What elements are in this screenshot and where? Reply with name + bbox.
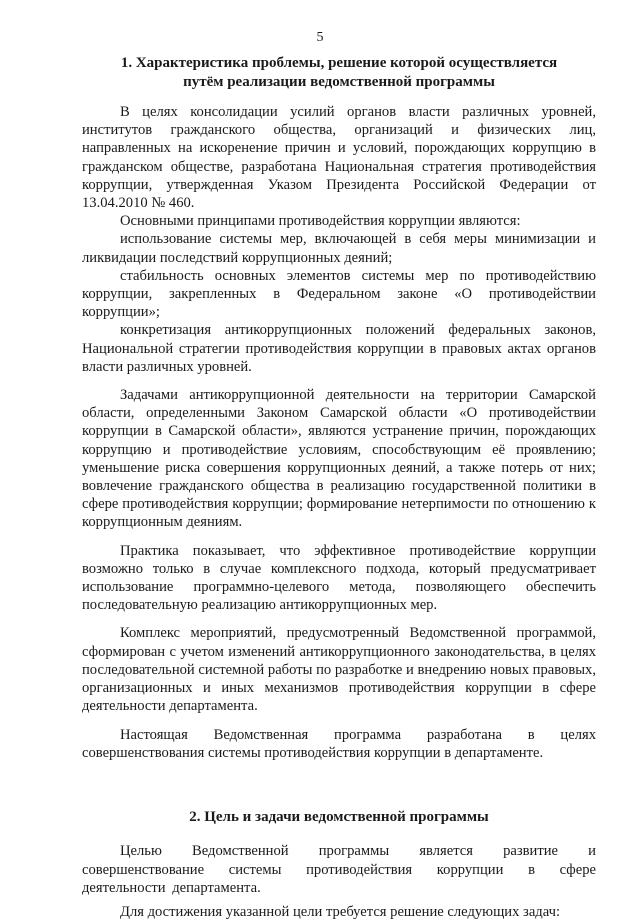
list-item: использование системы мер, включающей в себя меры минимизации и ликвидации последствий коррупционных деяний; — [82, 231, 596, 266]
paragraph: Настоящая Ведомственная программа разработана в целях совершенствования системы противодействия коррупции в департаменте. — [82, 726, 596, 761]
section-1-title-line-1: 1. Характеристика проблемы, решение которой осуществляется — [120, 55, 558, 71]
document-body — [82, 54, 596, 921]
paragraph: Задачами антикоррупционной деятельности на территории Самарской области, определенными Законом Самарской области «О противодействии коррупции в Самарской области», являются устранение причин, порождающих коррупцию и противодействие условиям, способствующим её проявлению; уменьшение риска совершения коррупционных деяний, а также потерь от них; вовлечение гражданского общества в реализацию государственной политики в сфере противодействия коррупции; формирование нетерпимости по отношению к коррупционным деяниям. — [82, 387, 596, 531]
section-2-title: 2. Цель и задачи ведомственной программы — [189, 808, 489, 825]
section-1-title-line-2: путём реализации ведомственной программы — [183, 73, 495, 90]
page-number: 5 — [316, 30, 324, 45]
paragraph: Комплекс мероприятий, предусмотренный Ведомственной программой, сформирован с учетом изменений антикоррупционного законодательства, в целях последовательной системной работы по разработке и внедрению новых правовых, организационных и иных механизмов противодействия коррупции в сфере деятельности департамента. — [82, 625, 596, 715]
paragraph: Целью Ведомственной программы является развитие и совершенствование системы противодействия коррупции в сфере деятельности департамента. — [82, 843, 596, 896]
list-item: стабильность основных элементов системы мер по противодействию коррупции, закрепленных в Федеральном законе «О противодействии коррупции»; — [82, 267, 596, 321]
paragraph: В целях консолидации усилий органов власти различных уровней, институтов гражданского общества, организаций и физических лиц, направленных на искоренение причин и условий, порождающих коррупцию в гражданском обществе, разработана Национальная стратегия противодействия коррупции, утвержденная Указом Президента Российской Федерации от 13.04.2010 № 460. — [82, 104, 596, 212]
paragraph: Практика показывает, что эффективное противодействие коррупции возможно только в случае комплексного подхода, который предусматривает использование программно-целевого метода, позволяющего обеспечить последовательную реализацию антикоррупционных мер. — [82, 542, 596, 614]
section-1-title — [82, 54, 596, 91]
list-item: конкретизация антикоррупционных положений федеральных законов, Национальной стратегии противодействия коррупции в правовых актах органов власти различных уровней. — [82, 322, 596, 375]
paragraph: Основными принципами противодействия коррупции являются: — [120, 213, 521, 230]
paragraph: Для достижения указанной цели требуется решение следующих задач: — [120, 904, 561, 921]
